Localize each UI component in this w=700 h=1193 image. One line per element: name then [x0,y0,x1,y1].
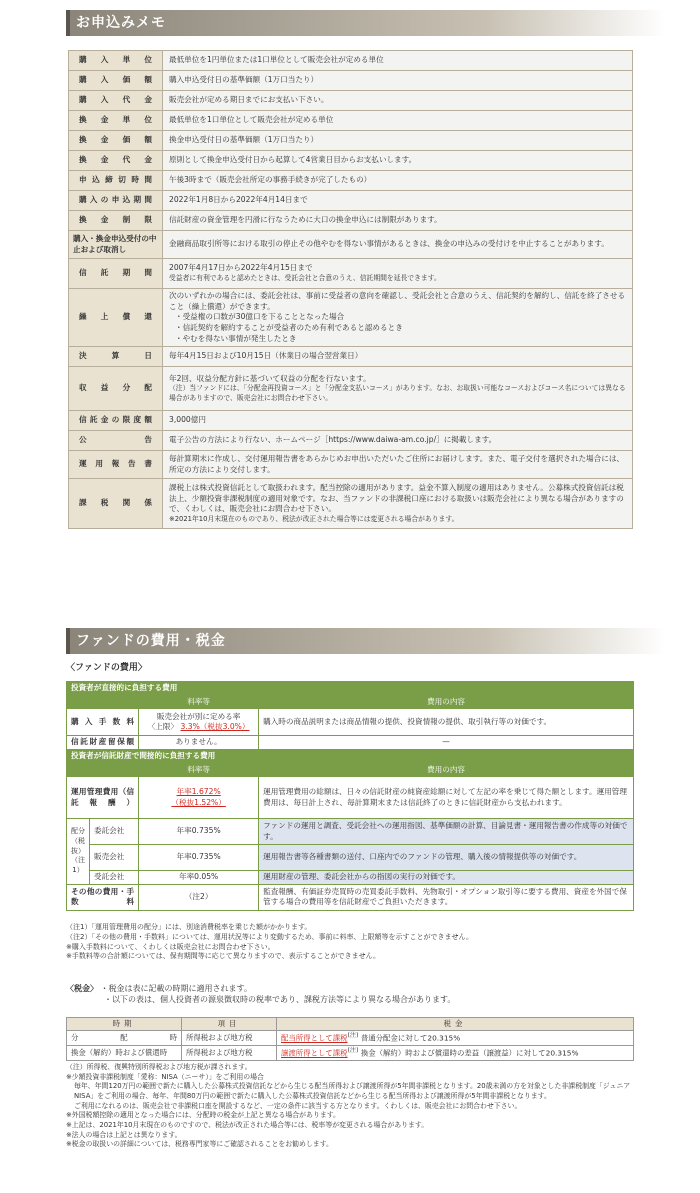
memo-table [68,50,633,529]
section-title-memo: お申込みメモ [66,10,666,36]
memo-row [69,191,633,211]
alloc-seller-rate: 年率0.735% [139,845,259,871]
section-title-fees: ファンドの費用・税金 [66,628,666,654]
memo-value: 金融商品取引所等における取引の停止その他やむを得ない事情があるときは、換金の申込みの受付けを中止することがあります。 [163,231,633,259]
memo-key: 申込締切時間 [69,171,163,191]
memo-key: 繰上償還 [69,289,163,347]
memo-row [69,259,633,289]
memo-row [69,171,633,191]
memo-key: 信託金の限度額 [69,411,163,431]
memo-value: 毎年4月15日および10月15日（休業日の場合翌営業日） [163,347,633,367]
memo-value: 最低単位を1円単位または1口単位として販売会社が定める単位 [163,51,633,71]
memo-row [69,231,633,259]
memo-key: 購入・換金申込受付の中止および取消し [69,231,163,259]
memo-value: 年2回、収益分配方針に基づいて収益の分配を行ないます。 （注）当ファンドには、「分配金再投資コース」と「分配金支払いコース」があります。なお、お取扱い可能なコースおよびコース名については異なる場合がありますので、販売会社にお問合わせ下さい。 [163,367,633,411]
memo-value: 2007年4月17日から2022年4月15日まで 受益者に有利であると認めたときは、受託会社と合意のうえ、信託期間を延長できます。 [163,259,633,289]
memo-row [69,479,633,529]
memo-value: 毎計算期末に作成し、交付運用報告書をあらかじめお申出いただいたご住所にお届けします。また、電子交付を選択された場合には、所定の方法により交付します。 [163,451,633,479]
allocation-label: 配分（税抜）（注1） [67,819,90,885]
memo-key: 課税関係 [69,479,163,529]
memo-value: 原則として換金申込受付日から起算して4営業日目からお支払いします。 [163,151,633,171]
memo-row [69,51,633,71]
memo-value: 最低単位を1口単位として販売会社が定める単位 [163,111,633,131]
fee-notes: （注1）「運用管理費用の配分」には、別途消費税率を乗じた額がかかります。 （注2）「その他の費用・手数料」については、運用状況等により変動するため、事前に料率、上限額等を示すことができません。 ※購入手数料について、くわしくは販売会社にお問合わせ下さい。 ※手数料等の合計額については、保有期間等に応じて異なりますので、表示することができません。 [66,923,473,961]
tax-notes: （注）所得税、復興特別所得税および地方税が課されます。 ※少額投資非課税制度「愛称：NISA（ニーサ）」をご利用の場合 毎年、年間120万円の範囲で新たに購入した公募株式投資信託などから生じる配当所得および譲渡所得が5年間非課税となります。20歳未満の方を対象とした非課税制度「ジュニアNISA」をご利用の場合、毎年、年間80万円の範囲で新たに購入した公募株式投資信託などから生じる配当所得および譲渡所得が5年間非課税となります。 ご利用になれるのは、販売会社で非課税口座を開設するなど、一定の条件に該当する方となります。くわしくは、販売会社にお問合わせ下さい。 ※外国税額控除の適用となった場合には、分配時の税金が上記と異なる場合があります。 ※上記は、2021年10月末現在のものですので、税法が改正された場合等には、税率等が変更される場合があります。 ※法人の場合は上記とは異なります。 ※税金の取扱いの詳細については、税務専門家等にご確認されることをお勧めします。 [66,1063,631,1149]
memo-key: 購入価額 [69,71,163,91]
memo-key: 購入代金 [69,91,163,111]
memo-key: 公告 [69,431,163,451]
memo-row [69,211,633,231]
retention-label: 信託財産留保額 [67,736,139,750]
memo-key: 購入の申込期間 [69,191,163,211]
memo-key: 決算日 [69,347,163,367]
fee-table: 投資者が直接的に負担する費用 料率等 費用の内容 購入手数料 販売会社が別に定める率 〈上限〉 3.3%（税抜3.0%） 購入時の商品説明または商品情報の提供、投資情報の提供、取引執行等の対価です。 信託財産留保額 ありません。 — 投資者が信託財産で間接的に負担する費用 料率等 費用の内容 運用管理費用（信託報酬） 年率1.672% （税抜1.52%） 運用管理費用の総額は、日々の信託財産の純資産総額に対して左記の率を乗じて得た額とします。運用管理費用は、毎日計上され、毎計算期末または信託終了のときに信託財産から支払われます。 配分（税抜）（注1） 委託会社 年率0.735% ファンドの運用と調査、受託会社への運用指図、基準価額の計算、目論見書・運用報告書の作成等の対価です。 販売会社 年率0.735% 運用報告書等各種書類の送付、口座内でのファンドの管理、購入後の情報提供等の対価です。 受託会社 年率0.05% 運用財産の管理、委託会社からの指図の実行の対価です。 その他の費用・手数料 （注2） 監査報酬、有価証券売買時の売買委託手数料、先物取引・オプション取引等に要する費用、資産を外国で保管する場合の費用等を信託財産でご負担いただきます。 [66,681,634,911]
alloc-seller-desc: 運用報告書等各種書類の送付、口座内でのファンドの管理、購入後の情報提供等の対価です。 [259,845,634,871]
memo-key: 収益分配 [69,367,163,411]
alloc-trustee-rate: 年率0.05% [139,871,259,885]
memo-key: 換金制限 [69,211,163,231]
tax-table: 時期 項目 税金 分配時 所得税および地方税 配当所得として課税$^{(注)}$ 普通分配金に対して20.315% 換金（解約）時および償還時 所得税および地方税 譲渡所得として課税$^{(注)}$ 換金（解約）時および償還時の差益（譲渡益）に対して20.315% [66,1017,634,1061]
memo-row [69,111,633,131]
alloc-trustee-desc: 運用財産の管理、委託会社からの指図の実行の対価です。 [259,871,634,885]
alloc-trustor-rate: 年率0.735% [139,819,259,845]
alloc-trustor-label: 委託会社 [90,819,139,845]
memo-value: 課税上は株式投資信託として取扱われます。配当控除の適用があります。益金不算入制度の適用はありません。公募株式投資信託は税法上、少額投資非課税制度の適用対象です。なお、当ファンドの非課税口座における取扱いは販売会社により異なる場合がありますので、くわしくは、販売会社にお問合わせ下さい。 ※2021年10月末現在のものであり、税法が改正された場合等には変更される場合があります。 [163,479,633,529]
memo-row [69,91,633,111]
memo-row [69,347,633,367]
memo-value: 3,000億円 [163,411,633,431]
rate-header: 料率等 [139,695,259,709]
buy-fee-rate: 販売会社が別に定める率 〈上限〉 3.3%（税抜3.0%） [139,709,259,736]
direct-header: 投資者が直接的に負担する費用 [67,682,634,696]
retention-rate: ありません。 [139,736,259,750]
content-header: 費用の内容 [259,695,634,709]
memo-key: 換金単位 [69,111,163,131]
memo-row [69,71,633,91]
memo-key: 換金代金 [69,151,163,171]
memo-key: 購入単位 [69,51,163,71]
buy-fee-desc: 購入時の商品説明または商品情報の提供、投資情報の提供、取引執行等の対価です。 [259,709,634,736]
alloc-seller-label: 販売会社 [90,845,139,871]
memo-row [69,411,633,431]
memo-row [69,151,633,171]
memo-value: 次のいずれかの場合には、委託会社は、事前に受益者の意向を確認し、受託会社と合意のうえ、信託契約を解約し、信託を終了させること（繰上償還）ができます。 ・受益権の口数が30億口を下ることとなった場合 ・信託契約を解約することが受益者のため有利であると認めるとき ・やむを得ない事情が発生したとき [163,289,633,347]
mgmt-fee-desc: 運用管理費用の総額は、日々の信託財産の純資産総額に対して左記の率を乗じて得た額とします。運用管理費用は、毎日計上され、毎計算期末または信託終了のときに信託財産から支払われます。 [259,777,634,819]
buy-fee-label: 購入手数料 [67,709,139,736]
memo-key: 信託期間 [69,259,163,289]
memo-row [69,451,633,479]
other-fee-label: その他の費用・手数料 [67,884,139,910]
memo-key: 運用報告書 [69,451,163,479]
alloc-trustor-desc: ファンドの運用と調査、受託会社への運用指図、基準価額の計算、目論見書・運用報告書の作成等の対価です。 [259,819,634,845]
memo-value: 販売会社が定める期日までにお支払い下さい。 [163,91,633,111]
memo-value: 午後3時まで（販売会社所定の事務手続きが完了したもの） [163,171,633,191]
memo-value: 2022年1月8日から2022年4月14日まで [163,191,633,211]
tax-intro: 〈税金〉 ・税金は表に記載の時期に適用されます。 ・以下の表は、個人投資者の源泉徴収時の税率であり、課税方法等により異なる場合があります。 [66,984,456,1005]
memo-value: 信託財産の資金管理を円滑に行なうために大口の換金申込には制限があります。 [163,211,633,231]
mgmt-fee-rate: 年率1.672% （税抜1.52%） [139,777,259,819]
other-fee-desc: 監査報酬、有価証券売買時の売買委託手数料、先物取引・オプション取引等に要する費用、資産を外国で保管する場合の費用等を信託財産でご負担いただきます。 [259,884,634,910]
fees-subtitle: 〈ファンドの費用〉 [66,663,147,673]
other-fee-rate: （注2） [139,884,259,910]
memo-value: 電子公告の方法により行ない、ホームページ［https://www.daiwa-am.co.jp/］に掲載します。 [163,431,633,451]
retention-desc: — [259,736,634,750]
memo-value: 換金申込受付日の基準価額（1万口当たり） [163,131,633,151]
memo-row [69,289,633,347]
memo-row [69,131,633,151]
mgmt-fee-label: 運用管理費用（信託報酬） [67,777,139,819]
indirect-header: 投資者が信託財産で間接的に負担する費用 [67,749,634,763]
alloc-trustee-label: 受託会社 [90,871,139,885]
memo-key: 換金価額 [69,131,163,151]
memo-value: 購入申込受付日の基準価額（1万口当たり） [163,71,633,91]
memo-row [69,367,633,411]
memo-row [69,431,633,451]
